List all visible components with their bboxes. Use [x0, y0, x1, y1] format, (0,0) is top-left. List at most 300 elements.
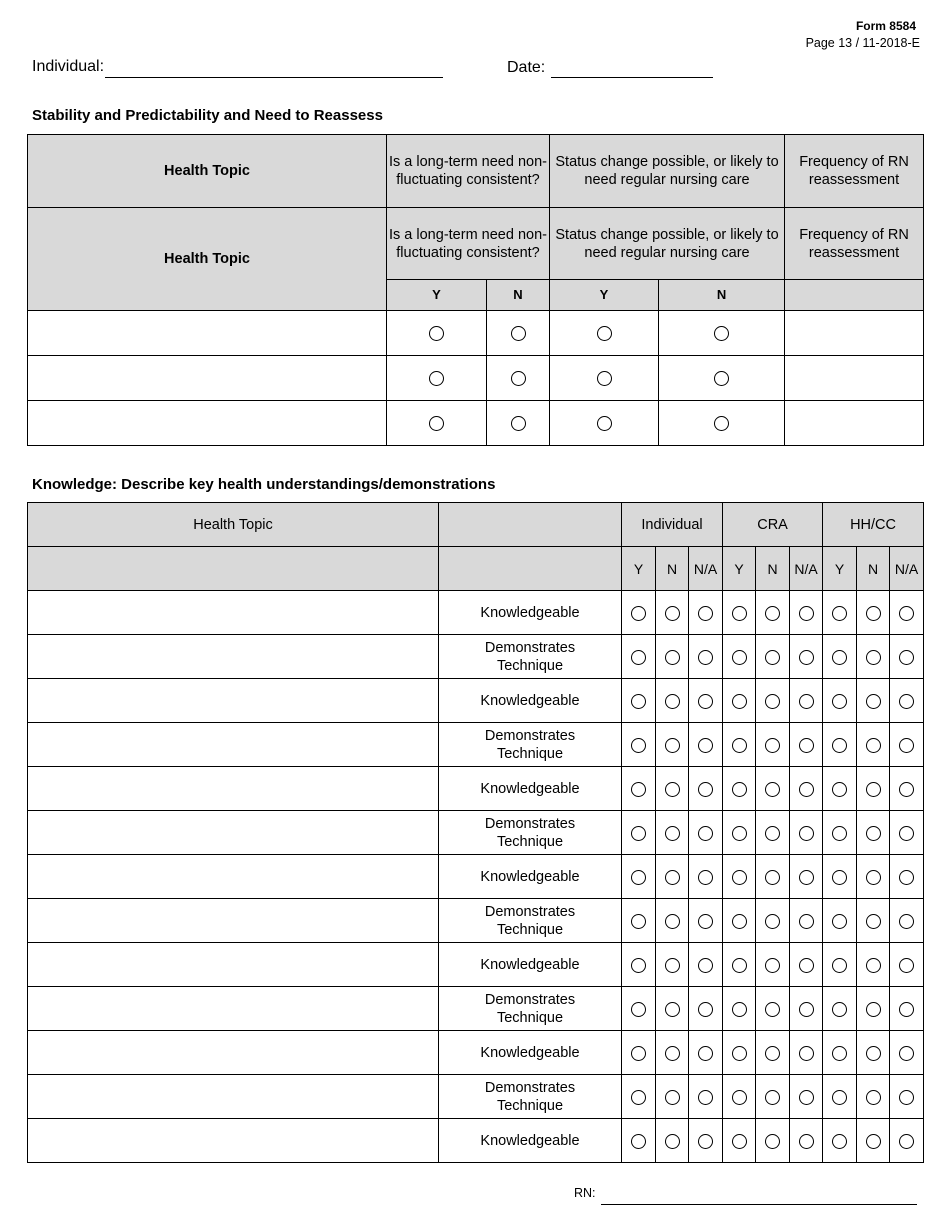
hhcc-n-radio[interactable] [866, 650, 881, 665]
frequency-cell[interactable] [785, 356, 924, 401]
cra-n-cell [756, 767, 790, 811]
longterm-no-cell [487, 311, 550, 356]
stability-row [28, 401, 924, 446]
individual-y-cell [622, 767, 656, 811]
individual-na-radio[interactable] [698, 1134, 713, 1149]
cra-n-cell [756, 1075, 790, 1119]
cra-na-radio[interactable] [799, 870, 814, 885]
hhcc-n-cell [857, 635, 890, 679]
cra-y-radio[interactable] [732, 1002, 747, 1017]
knowledge-health-topic-cell[interactable] [28, 855, 439, 899]
individual-n-cell [656, 811, 689, 855]
sub-header-hhcc-y: Y [823, 547, 857, 591]
hhcc-na-cell [890, 591, 924, 635]
cra-na-cell [790, 679, 823, 723]
longterm-yes-radio[interactable] [429, 326, 444, 341]
stability-health-topic-cell[interactable] [28, 311, 387, 356]
knowledge-health-topic-cell[interactable] [28, 1075, 439, 1119]
cra-n-cell [756, 943, 790, 987]
individual-n-cell [656, 723, 689, 767]
group-header-cra: CRA [723, 503, 823, 547]
hhcc-n-radio[interactable] [866, 870, 881, 885]
cra-y-radio[interactable] [732, 738, 747, 753]
group-header-individual: Individual [622, 503, 723, 547]
individual-na-radio[interactable] [698, 870, 713, 885]
individual-na-radio[interactable] [698, 1090, 713, 1105]
cra-n-cell [756, 635, 790, 679]
knowledge-row-label: Demonstrates Technique [439, 987, 622, 1031]
hhcc-na-radio[interactable] [899, 958, 914, 973]
hhcc-y-cell [823, 679, 857, 723]
sub-header-cra-n: N [756, 547, 790, 591]
individual-n-radio[interactable] [665, 606, 680, 621]
hhcc-n-radio[interactable] [866, 606, 881, 621]
hhcc-n-cell [857, 767, 890, 811]
hhcc-na-radio[interactable] [899, 1046, 914, 1061]
cra-y-radio[interactable] [732, 914, 747, 929]
hhcc-n-cell [857, 591, 890, 635]
individual-y-cell [622, 1031, 656, 1075]
hhcc-na-cell [890, 723, 924, 767]
longterm-yes-cell [387, 401, 487, 446]
knowledge-health-topic-cell[interactable] [28, 767, 439, 811]
status-yes-header: Y [550, 280, 659, 311]
hhcc-n-cell [857, 679, 890, 723]
hhcc-n-radio[interactable] [866, 1046, 881, 1061]
individual-n-radio[interactable] [665, 782, 680, 797]
cra-n-cell [756, 987, 790, 1031]
rn-signature-field[interactable] [601, 1204, 917, 1205]
hhcc-y-radio[interactable] [832, 1002, 847, 1017]
individual-y-cell [622, 811, 656, 855]
individual-n-radio[interactable] [665, 694, 680, 709]
individual-n-cell [656, 899, 689, 943]
cra-na-radio[interactable] [799, 606, 814, 621]
cra-n-cell [756, 1031, 790, 1075]
individual-y-radio[interactable] [631, 1134, 646, 1149]
cra-y-radio[interactable] [732, 826, 747, 841]
knowledge-header-row [28, 503, 924, 547]
hhcc-y-radio[interactable] [832, 914, 847, 929]
knowledge-health-topic-cell[interactable] [28, 1031, 439, 1075]
knowledge-row-label: Knowledgeable [439, 1119, 622, 1163]
hhcc-na-cell [890, 899, 924, 943]
stability-header-row-1 [28, 135, 924, 208]
individual-na-cell [689, 943, 723, 987]
cra-n-radio[interactable] [765, 958, 780, 973]
individual-y-radio[interactable] [631, 606, 646, 621]
hhcc-na-cell [890, 1075, 924, 1119]
frequency-cell[interactable] [785, 401, 924, 446]
hhcc-na-radio[interactable] [899, 1134, 914, 1149]
cra-na-cell [790, 767, 823, 811]
cra-na-radio[interactable] [799, 694, 814, 709]
hhcc-y-radio[interactable] [832, 958, 847, 973]
hhcc-n-cell [857, 943, 890, 987]
hhcc-n-cell [857, 899, 890, 943]
knowledge-table [27, 502, 924, 1163]
frequency-cell[interactable] [785, 311, 924, 356]
hhcc-na-radio[interactable] [899, 738, 914, 753]
hhcc-na-cell [890, 767, 924, 811]
cra-n-radio[interactable] [765, 870, 780, 885]
knowledge-row-label: Demonstrates Technique [439, 811, 622, 855]
knowledge-health-topic-cell[interactable] [28, 1119, 439, 1163]
hhcc-y-cell [823, 943, 857, 987]
longterm-no-cell [487, 356, 550, 401]
status-yes-cell [550, 401, 659, 446]
hhcc-y-radio[interactable] [832, 870, 847, 885]
cra-na-cell [790, 591, 823, 635]
individual-na-cell [689, 811, 723, 855]
knowledge-row [28, 679, 924, 723]
frequency-blank-header [785, 280, 924, 311]
knowledge-row [28, 591, 924, 635]
header-long-term-need: Is a long-term need non-fluctuating consistent? [387, 135, 550, 208]
status-no-radio[interactable] [714, 326, 729, 341]
individual-y-radio[interactable] [631, 958, 646, 973]
knowledge-row-label: Demonstrates Technique [439, 1075, 622, 1119]
hhcc-n-cell [857, 987, 890, 1031]
cra-n-radio[interactable] [765, 1002, 780, 1017]
hhcc-y-cell [823, 987, 857, 1031]
cra-na-radio[interactable] [799, 914, 814, 929]
individual-na-cell [689, 635, 723, 679]
status-yes-cell [550, 311, 659, 356]
cra-n-cell [756, 679, 790, 723]
knowledge-row [28, 987, 924, 1031]
status-yes-cell [550, 356, 659, 401]
stability-health-topic-cell[interactable] [28, 401, 387, 446]
individual-na-cell [689, 679, 723, 723]
individual-y-cell [622, 679, 656, 723]
individual-y-radio[interactable] [631, 1090, 646, 1105]
cra-y-cell [723, 767, 756, 811]
individual-n-radio[interactable] [665, 1090, 680, 1105]
cra-n-radio[interactable] [765, 650, 780, 665]
hhcc-y-radio[interactable] [832, 738, 847, 753]
hhcc-n-radio[interactable] [866, 826, 881, 841]
hhcc-na-radio[interactable] [899, 914, 914, 929]
individual-na-radio[interactable] [698, 826, 713, 841]
sub-header-individual-n: N [656, 547, 689, 591]
knowledge-row [28, 943, 924, 987]
knowledge-health-topic-cell[interactable] [28, 987, 439, 1031]
stability-row [28, 356, 924, 401]
stability-table [27, 134, 924, 446]
individual-y-cell [622, 943, 656, 987]
cra-n-radio[interactable] [765, 606, 780, 621]
longterm-yes-cell [387, 356, 487, 401]
individual-y-cell [622, 987, 656, 1031]
hhcc-na-radio[interactable] [899, 826, 914, 841]
rn-label: RN: [574, 1186, 596, 1200]
cra-y-cell [723, 1119, 756, 1163]
individual-n-radio[interactable] [665, 870, 680, 885]
individual-na-radio[interactable] [698, 1002, 713, 1017]
hhcc-y-radio[interactable] [832, 1134, 847, 1149]
cra-na-radio[interactable] [799, 1090, 814, 1105]
longterm-yes-radio[interactable] [429, 416, 444, 431]
individual-na-cell [689, 855, 723, 899]
hhcc-na-cell [890, 1031, 924, 1075]
header-status-change: Status change possible, or likely to need regular nursing care [550, 135, 785, 208]
individual-y-radio[interactable] [631, 914, 646, 929]
hhcc-n-cell [857, 1031, 890, 1075]
individual-y-radio[interactable] [631, 1046, 646, 1061]
cra-y-radio[interactable] [732, 870, 747, 885]
knowledge-health-topic-cell[interactable] [28, 591, 439, 635]
hhcc-y-radio[interactable] [832, 694, 847, 709]
sub-header-hhcc-na: N/A [890, 547, 924, 591]
individual-n-radio[interactable] [665, 650, 680, 665]
knowledge-health-topic-cell[interactable] [28, 723, 439, 767]
cra-n-radio[interactable] [765, 826, 780, 841]
hhcc-na-radio[interactable] [899, 782, 914, 797]
longterm-no-radio[interactable] [511, 326, 526, 341]
stability-row [28, 311, 924, 356]
individual-na-radio[interactable] [698, 694, 713, 709]
longterm-no-radio[interactable] [511, 416, 526, 431]
cra-y-radio[interactable] [732, 606, 747, 621]
individual-n-cell [656, 987, 689, 1031]
knowledge-health-topic-cell[interactable] [28, 943, 439, 987]
cra-na-cell [790, 635, 823, 679]
individual-n-cell [656, 635, 689, 679]
hhcc-n-radio[interactable] [866, 1002, 881, 1017]
individual-y-radio[interactable] [631, 1002, 646, 1017]
individual-n-radio[interactable] [665, 1002, 680, 1017]
cra-n-cell [756, 811, 790, 855]
knowledge-health-topic-cell[interactable] [28, 899, 439, 943]
cra-n-radio[interactable] [765, 1134, 780, 1149]
hhcc-y-radio[interactable] [832, 606, 847, 621]
individual-na-cell [689, 1075, 723, 1119]
individual-n-cell [656, 1075, 689, 1119]
individual-y-cell [622, 591, 656, 635]
cra-n-radio[interactable] [765, 1090, 780, 1105]
individual-n-cell [656, 767, 689, 811]
individual-y-radio[interactable] [631, 782, 646, 797]
hhcc-na-cell [890, 679, 924, 723]
hhcc-y-cell [823, 811, 857, 855]
cra-n-cell [756, 899, 790, 943]
individual-na-radio[interactable] [698, 606, 713, 621]
individual-na-radio[interactable] [698, 1046, 713, 1061]
cra-na-radio[interactable] [799, 650, 814, 665]
individual-na-radio[interactable] [698, 958, 713, 973]
header-long-term-need-2: Is a long-term need non-fluctuating consistent? [387, 208, 550, 280]
hhcc-y-cell [823, 1119, 857, 1163]
hhcc-n-radio[interactable] [866, 914, 881, 929]
header-health-topic: Health Topic [28, 135, 387, 208]
hhcc-y-radio[interactable] [832, 650, 847, 665]
stability-health-topic-cell[interactable] [28, 356, 387, 401]
hhcc-y-radio[interactable] [832, 1046, 847, 1061]
cra-n-cell [756, 591, 790, 635]
hhcc-na-radio[interactable] [899, 694, 914, 709]
knowledge-row-label: Knowledgeable [439, 855, 622, 899]
knowledge-row [28, 855, 924, 899]
hhcc-na-cell [890, 635, 924, 679]
status-no-radio[interactable] [714, 416, 729, 431]
individual-na-cell [689, 899, 723, 943]
individual-y-radio[interactable] [631, 650, 646, 665]
hhcc-n-radio[interactable] [866, 1090, 881, 1105]
individual-y-radio[interactable] [631, 870, 646, 885]
hhcc-na-radio[interactable] [899, 606, 914, 621]
cra-y-radio[interactable] [732, 1046, 747, 1061]
knowledge-row [28, 723, 924, 767]
knowledge-row-label: Demonstrates Technique [439, 635, 622, 679]
knowledge-header-health-topic: Health Topic [28, 503, 439, 547]
status-yes-radio[interactable] [597, 416, 612, 431]
cra-na-cell [790, 855, 823, 899]
individual-na-radio[interactable] [698, 738, 713, 753]
cra-y-radio[interactable] [732, 1134, 747, 1149]
cra-y-cell [723, 591, 756, 635]
stability-section-title: Stability and Predictability and Need to Reassess [32, 107, 383, 124]
hhcc-na-radio[interactable] [899, 1090, 914, 1105]
cra-y-cell [723, 635, 756, 679]
knowledge-row-label: Knowledgeable [439, 943, 622, 987]
knowledge-health-topic-cell[interactable] [28, 679, 439, 723]
cra-y-radio[interactable] [732, 782, 747, 797]
hhcc-y-cell [823, 635, 857, 679]
cra-n-radio[interactable] [765, 738, 780, 753]
individual-y-radio[interactable] [631, 826, 646, 841]
cra-y-cell [723, 987, 756, 1031]
cra-na-cell [790, 723, 823, 767]
hhcc-y-cell [823, 899, 857, 943]
hhcc-n-cell [857, 723, 890, 767]
knowledge-health-topic-cell[interactable] [28, 635, 439, 679]
hhcc-n-radio[interactable] [866, 958, 881, 973]
individual-na-radio[interactable] [698, 782, 713, 797]
knowledge-row-label: Knowledgeable [439, 767, 622, 811]
longterm-yes-header: Y [387, 280, 487, 311]
date-label: Date: [507, 59, 546, 76]
cra-na-cell [790, 899, 823, 943]
cra-y-radio[interactable] [732, 958, 747, 973]
individual-n-cell [656, 855, 689, 899]
hhcc-na-cell [890, 943, 924, 987]
status-no-radio[interactable] [714, 371, 729, 386]
cra-na-radio[interactable] [799, 782, 814, 797]
cra-n-radio[interactable] [765, 782, 780, 797]
form-number: Form 8584 [855, 19, 916, 33]
individual-na-radio[interactable] [698, 650, 713, 665]
cra-na-radio[interactable] [799, 958, 814, 973]
status-yes-radio[interactable] [597, 371, 612, 386]
hhcc-n-radio[interactable] [866, 738, 881, 753]
cra-na-radio[interactable] [799, 1134, 814, 1149]
individual-y-cell [622, 899, 656, 943]
hhcc-n-radio[interactable] [866, 782, 881, 797]
sub-header-individual-na: N/A [689, 547, 723, 591]
individual-n-radio[interactable] [665, 958, 680, 973]
cra-y-cell [723, 943, 756, 987]
longterm-no-cell [487, 401, 550, 446]
individual-field[interactable] [105, 77, 443, 78]
cra-n-radio[interactable] [765, 914, 780, 929]
individual-na-cell [689, 591, 723, 635]
knowledge-header-blank [439, 503, 622, 547]
cra-na-radio[interactable] [799, 1002, 814, 1017]
hhcc-n-radio[interactable] [866, 1134, 881, 1149]
hhcc-na-radio[interactable] [899, 650, 914, 665]
longterm-yes-radio[interactable] [429, 371, 444, 386]
individual-y-cell [622, 723, 656, 767]
cra-na-cell [790, 811, 823, 855]
knowledge-row-label: Knowledgeable [439, 679, 622, 723]
cra-na-cell [790, 1031, 823, 1075]
cra-n-radio[interactable] [765, 1046, 780, 1061]
cra-na-radio[interactable] [799, 826, 814, 841]
knowledge-health-topic-cell[interactable] [28, 811, 439, 855]
hhcc-na-cell [890, 811, 924, 855]
cra-na-radio[interactable] [799, 738, 814, 753]
stability-header-row-2 [28, 208, 924, 280]
longterm-yes-cell [387, 311, 487, 356]
knowledge-row [28, 635, 924, 679]
status-no-header: N [659, 280, 785, 311]
knowledge-row-label: Knowledgeable [439, 591, 622, 635]
longterm-no-header: N [487, 280, 550, 311]
hhcc-y-radio[interactable] [832, 826, 847, 841]
individual-y-cell [622, 1119, 656, 1163]
individual-na-radio[interactable] [698, 914, 713, 929]
hhcc-y-cell [823, 767, 857, 811]
individual-n-radio[interactable] [665, 1046, 680, 1061]
cra-y-radio[interactable] [732, 650, 747, 665]
hhcc-y-radio[interactable] [832, 1090, 847, 1105]
cra-n-radio[interactable] [765, 694, 780, 709]
cra-y-radio[interactable] [732, 694, 747, 709]
individual-na-cell [689, 1031, 723, 1075]
individual-n-radio[interactable] [665, 738, 680, 753]
status-no-cell [659, 311, 785, 356]
hhcc-na-radio[interactable] [899, 870, 914, 885]
individual-n-radio[interactable] [665, 826, 680, 841]
cra-y-cell [723, 899, 756, 943]
hhcc-n-radio[interactable] [866, 694, 881, 709]
individual-y-radio[interactable] [631, 738, 646, 753]
knowledge-row-label: Demonstrates Technique [439, 723, 622, 767]
cra-y-radio[interactable] [732, 1090, 747, 1105]
header-frequency: Frequency of RN reassessment [785, 135, 924, 208]
cra-na-cell [790, 987, 823, 1031]
individual-y-radio[interactable] [631, 694, 646, 709]
hhcc-y-radio[interactable] [832, 782, 847, 797]
individual-y-cell [622, 1075, 656, 1119]
status-yes-radio[interactable] [597, 326, 612, 341]
header-status-change-2: Status change possible, or likely to need regular nursing care [550, 208, 785, 280]
individual-n-radio[interactable] [665, 914, 680, 929]
individual-n-radio[interactable] [665, 1134, 680, 1149]
cra-n-cell [756, 1119, 790, 1163]
date-field[interactable] [551, 77, 713, 78]
page-info: Page 13 / 11-2018-E [805, 36, 920, 50]
cra-na-radio[interactable] [799, 1046, 814, 1061]
hhcc-na-radio[interactable] [899, 1002, 914, 1017]
hhcc-y-cell [823, 723, 857, 767]
hhcc-y-cell [823, 1031, 857, 1075]
cra-n-cell [756, 855, 790, 899]
knowledge-row [28, 1075, 924, 1119]
longterm-no-radio[interactable] [511, 371, 526, 386]
cra-na-cell [790, 943, 823, 987]
